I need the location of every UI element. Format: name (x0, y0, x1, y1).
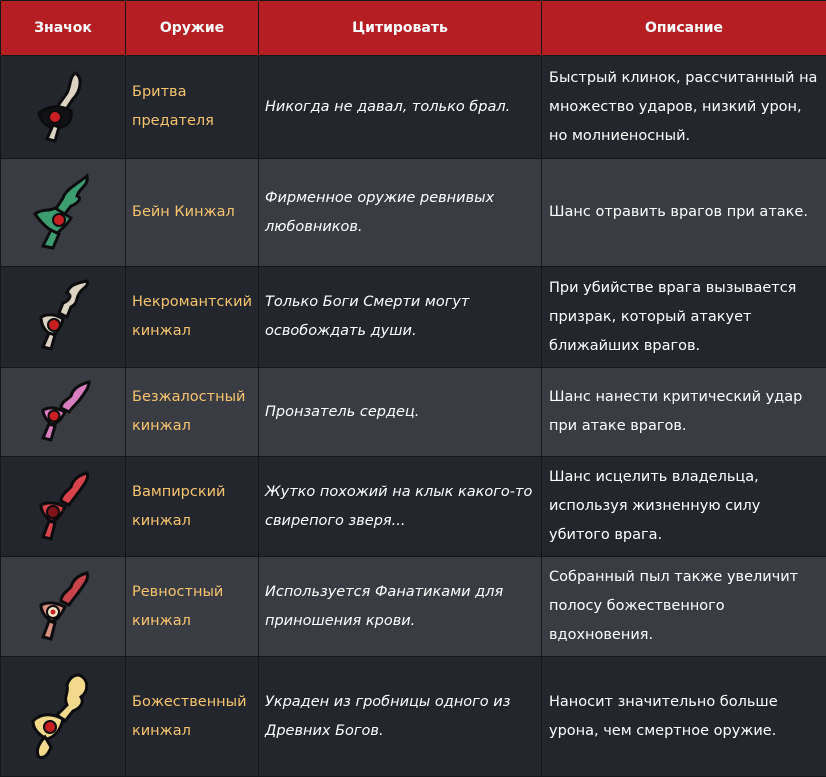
weapon-description: Быстрый клинок, рассчитанный на множество ударов, низкий урон, но молниеносный. (542, 56, 826, 159)
icon-cell (1, 56, 126, 159)
header-quote: Цитировать (259, 1, 542, 56)
weapon-description: Шанс нанести критический удар при атаке врагов. (542, 368, 826, 457)
weapon-quote: Фирменное оружие ревнивых любовников. (259, 159, 542, 267)
weapon-quote: Используется Фанатиками для приношения крови. (259, 557, 542, 657)
weapon-name: Бритва предателя (126, 56, 259, 159)
weapon-quote: Украден из гробницы одного из Древних Богов. (259, 657, 542, 777)
icon-cell (1, 657, 126, 777)
header-weapon: Оружие (126, 1, 259, 56)
icon-cell (1, 368, 126, 457)
weapon-quote: Пронзатель сердец. (259, 368, 542, 457)
divine-dagger-icon (23, 667, 103, 767)
table-row (1, 557, 826, 657)
table-row (1, 657, 826, 777)
table-row (1, 368, 826, 457)
weapon-name: Безжалостный кинжал (126, 368, 259, 457)
table-row (1, 267, 826, 368)
zealous-dagger-icon (27, 565, 99, 649)
icon-cell (1, 159, 126, 267)
table-header-row (1, 1, 826, 56)
weapon-quote: Никогда не давал, только брал. (259, 56, 542, 159)
weapon-description: При убийстве врага вызывается призрак, который атакует ближайших врагов. (542, 267, 826, 368)
weapon-name: Ревностный кинжал (126, 557, 259, 657)
weapon-quote: Только Боги Смерти могут освобождать души. (259, 267, 542, 368)
header-description: Описание (542, 1, 826, 56)
icon-cell (1, 457, 126, 557)
weapon-description: Наносит значительно больше урона, чем смертное оружие. (542, 657, 826, 777)
weapon-name: Бейн Кинжал (126, 159, 259, 267)
bane-dagger-icon (27, 170, 99, 256)
table-row (1, 457, 826, 557)
weapon-quote: Жутко похожий на клык какого-то свирепого зверя... (259, 457, 542, 557)
traitor-razor-dagger-icon (27, 67, 99, 147)
merciless-dagger-icon (27, 374, 99, 450)
weapon-name: Божественный кинжал (126, 657, 259, 777)
table-row (1, 56, 826, 159)
icon-cell (1, 557, 126, 657)
weapon-name: Некромантский кинжал (126, 267, 259, 368)
table-row (1, 159, 826, 267)
weapon-description: Собранный пыл также увеличит полосу божественного вдохновения. (542, 557, 826, 657)
header-icon: Значок (1, 1, 126, 56)
vampire-dagger-icon (27, 465, 99, 549)
weapon-description: Шанс отравить врагов при атаке. (542, 159, 826, 267)
icon-cell (1, 267, 126, 368)
weapon-description: Шанс исцелить владельца, используя жизненную силу убитого врага. (542, 457, 826, 557)
weapon-name: Вампирский кинжал (126, 457, 259, 557)
necromancer-dagger-icon (27, 275, 99, 359)
